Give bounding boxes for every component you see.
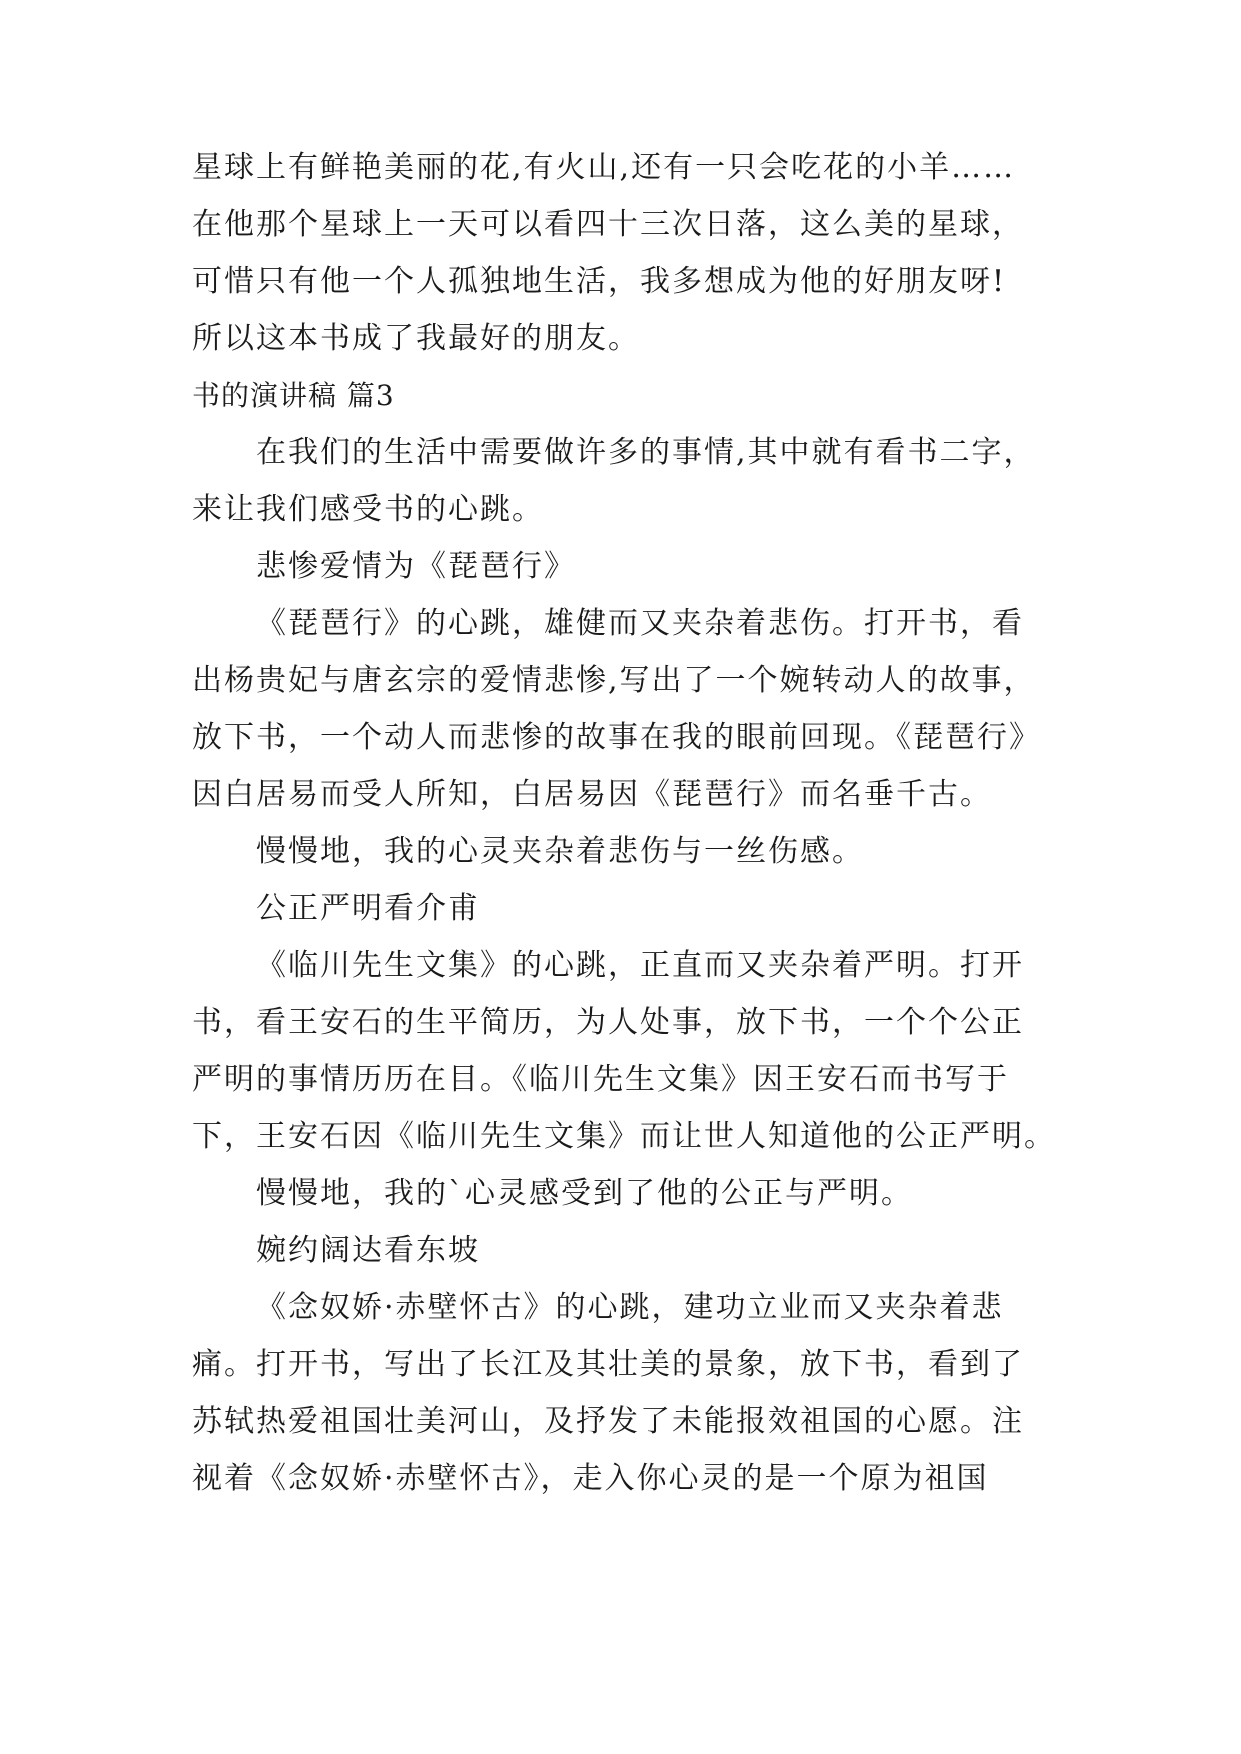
paragraph-line: 《琵琶行》的心跳，雄健而又夹杂着悲伤。打开书，看 — [256, 606, 1024, 641]
paragraph-line: 放下书，一个动人而悲惨的故事在我的眼前回现。《琵琶行》 — [192, 720, 1041, 755]
subheading: 公正严明看介甫 — [256, 891, 480, 926]
paragraph-line: 出杨贵妃与唐玄宗的爱情悲惨,写出了一个婉转动人的故事， — [192, 663, 1036, 698]
subheading: 悲惨爱情为《琵琶行》 — [256, 549, 576, 584]
paragraph-line: 严明的事情历历在目。《临川先生文集》因王安石而书写于 — [192, 1062, 1009, 1097]
paragraph-line: 视着《念奴娇·赤壁怀古》，走入你心灵的是一个原为祖国 — [192, 1461, 989, 1496]
paragraph-line: 所以这本书成了我最好的朋友。 — [192, 321, 640, 356]
section-heading: 书的演讲稿 篇3 — [192, 379, 395, 412]
paragraph-line: 苏轼热爱祖国壮美河山，及抒发了未能报效祖国的心愿。注 — [192, 1404, 1024, 1439]
paragraph-line: 在他那个星球上一天可以看四十三次日落，这么美的星球， — [192, 207, 1024, 242]
paragraph-line: 因白居易而受人所知，白居易因《琵琶行》而名垂千古。 — [192, 777, 992, 812]
paragraph-line: 来让我们感受书的心跳。 — [192, 492, 544, 527]
paragraph-line: 痛。打开书，写出了长江及其壮美的景象，放下书，看到了 — [192, 1347, 1024, 1382]
paragraph-line: 在我们的生活中需要做许多的事情,其中就有看书二字， — [256, 435, 1036, 470]
paragraph-line: 书，看王安石的生平简历，为人处事，放下书，一个个公正 — [192, 1005, 1024, 1040]
paragraph-line: 星球上有鲜艳美丽的花,有火山,还有一只会吃花的小羊…… — [192, 150, 1016, 185]
subheading: 婉约阔达看东坡 — [256, 1233, 480, 1268]
paragraph-line: 下，王安石因《临川先生文集》而让世人知道他的公正严明。 — [192, 1119, 1056, 1154]
paragraph-line: 慢慢地，我的心灵夹杂着悲伤与一丝伤感。 — [256, 834, 864, 869]
paragraph-line: 可惜只有他一个人孤独地生活，我多想成为他的好朋友呀! — [192, 264, 1007, 299]
paragraph-line: 《念奴娇·赤壁怀古》的心跳，建功立业而又夹杂着悲 — [256, 1290, 1004, 1325]
paragraph-line: 《临川先生文集》的心跳，正直而又夹杂着严明。打开 — [256, 948, 1024, 983]
paragraph-line: 慢慢地，我的`心灵感受到了他的公正与严明。 — [256, 1176, 913, 1211]
